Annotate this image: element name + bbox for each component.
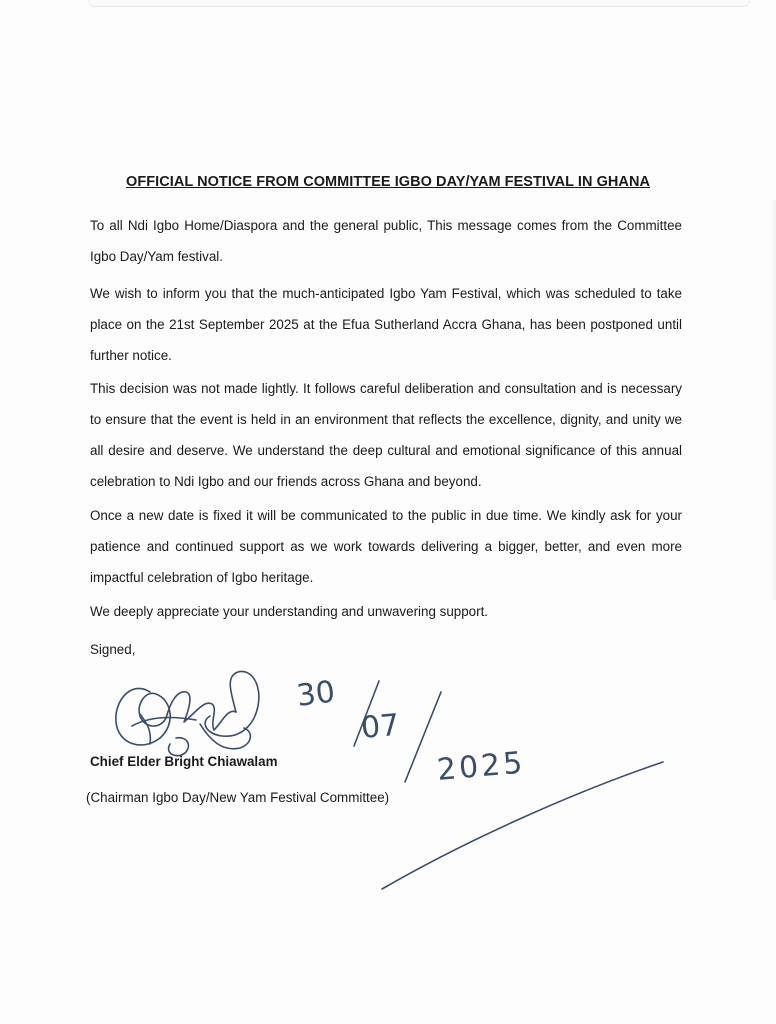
- paragraph-new-date: Once a new date is fixed it will be communicated to the public in due time. We kindly ask for your patience and continued support as we work towards delivering a bigger, better, and even more impactful celebration of Igbo heritage.: [90, 508, 682, 585]
- signed-label: Signed,: [90, 642, 136, 657]
- date-slashes: [354, 681, 663, 889]
- date-month: 07: [359, 707, 401, 746]
- paragraph-intro: To all Ndi Igbo Home/Diaspora and the general public, This message comes from the Committee Igbo Day/Yam festival.: [90, 218, 682, 264]
- signatory-name: Chief Elder Bright Chiawalam: [90, 754, 278, 769]
- date-year: 2025: [435, 745, 527, 788]
- page-top-edge: [88, 0, 750, 7]
- signature: [116, 671, 259, 755]
- notice-title: OFFICIAL NOTICE FROM COMMITTEE IGBO DAY/YAM FESTIVAL IN GHANA: [126, 174, 650, 190]
- paragraph-appreciation: We deeply appreciate your understanding and unwavering support.: [90, 604, 489, 619]
- paragraph-reason: This decision was not made lightly. It follows careful deliberation and consultation and is necessary to ensure that the event is held in an environment that reflects the excellence, dignity, and unity we all desire and deserve. We understand the deep cultural and emotional significance of this annual celebration to Ndi Igbo and our friends across Ghana and beyond.: [90, 381, 682, 489]
- paragraph-postponement: We wish to inform you that the much-anticipated Igbo Yam Festival, which was scheduled to take place on the 21st September 2025 at the Efua Sutherland Accra Ghana, has been postponed until further notice.: [90, 286, 682, 363]
- signatory-role: (Chairman Igbo Day/New Yam Festival Committee): [86, 790, 390, 805]
- scan-edge-shadow: [769, 200, 776, 600]
- date-day: 30: [294, 674, 337, 714]
